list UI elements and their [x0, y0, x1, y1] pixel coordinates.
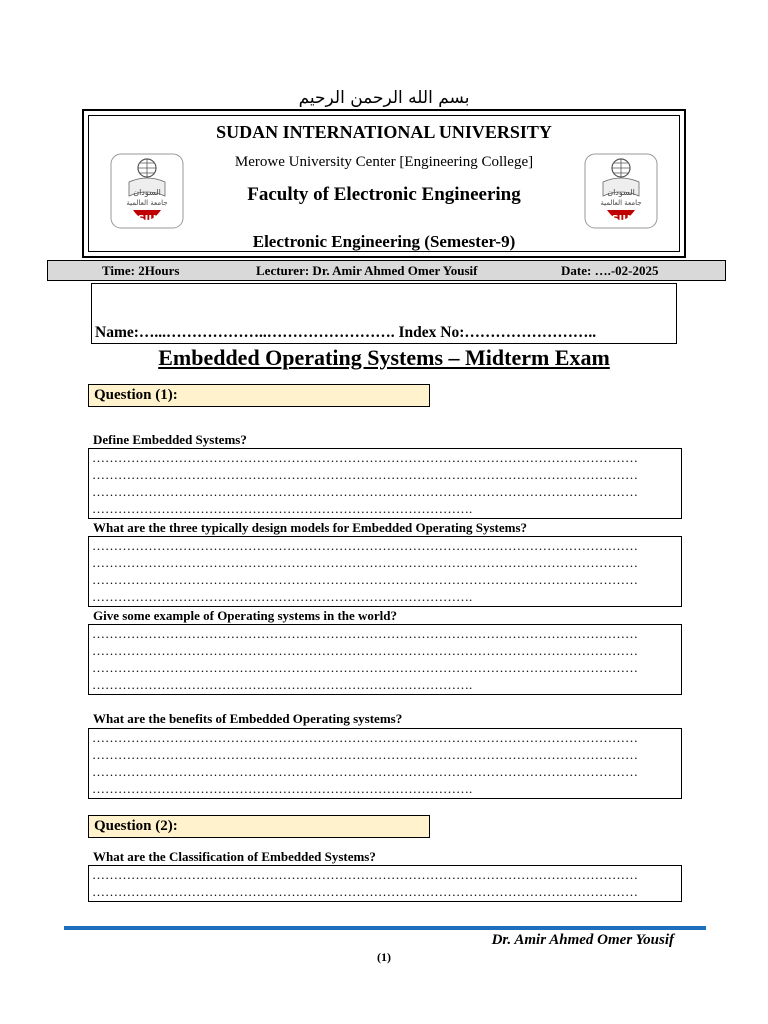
question-text: Give some example of Operating systems in the world?: [93, 608, 398, 623]
question-text: Define Embedded Systems?: [93, 432, 247, 447]
svg-text:جامعة العالمية: جامعة العالمية: [126, 199, 168, 207]
question-text: What are the benefits of Embedded Operating systems?: [93, 711, 403, 726]
university-name: SUDAN INTERNATIONAL UNIVERSITY: [216, 122, 552, 142]
svg-text:السودان: السودان: [133, 188, 161, 197]
university-center: Merowe University Center [Engineering College]: [234, 154, 534, 170]
basmala: بسم الله الرحمن الرحيم: [298, 88, 470, 108]
question-text: What are the three typically design models for Embedded Operating Systems?: [93, 520, 528, 535]
answer-box[interactable]: ……………………………………………………………………………………………………………… ……………………………………………………………………………………………………………… ……………………………………………………………………………………………………………… …………………………………………………………………………….: [88, 624, 682, 695]
exam-time: Time: 2Hours: [102, 263, 180, 278]
answer-box[interactable]: ……………………………………………………………………………………………………………… ……………………………………………………………………………………………………………… ……………………………………………………………………………………………………………… …………………………………………………………………………….: [88, 448, 682, 519]
university-logo-right: [583, 152, 659, 230]
question-2-header: Question (2):: [88, 815, 430, 838]
exam-lecturer: Lecturer: Dr. Amir Ahmed Omer Yousif: [256, 263, 478, 278]
header-box: [82, 109, 686, 258]
exam-title: Embedded Operating Systems – Midterm Exam: [158, 345, 610, 370]
name-index-line: Name:…...………………..……………………. Index No:……………………..: [95, 324, 597, 341]
answer-box[interactable]: ……………………………………………………………………………………………………………… ……………………………………………………………………………………………………………… ……………………………………………………………………………………………………………… …………………………………………………………………………….: [88, 536, 682, 607]
svg-text:السودان: السودان: [607, 188, 635, 197]
footer-divider: [64, 926, 706, 930]
footer-author: Dr. Amir Ahmed Omer Yousif: [491, 932, 674, 948]
faculty-name: Faculty of Electronic Engineering: [247, 184, 521, 205]
answer-box[interactable]: ……………………………………………………………………………………………………………… ………………………………………………………………………………………………………………: [88, 865, 682, 902]
svg-text:جامعة العالمية: جامعة العالمية: [600, 199, 642, 207]
svg-text:SIU: SIU: [611, 214, 631, 225]
svg-text:SIU: SIU: [137, 214, 157, 225]
question-1-header: Question (1):: [88, 384, 430, 407]
question-text: What are the Classification of Embedded Systems?: [93, 849, 376, 864]
answer-box[interactable]: ……………………………………………………………………………………………………………… ……………………………………………………………………………………………………………… ……………………………………………………………………………………………………………… …………………………………………………………………………….: [88, 728, 682, 799]
page-number: (1): [377, 950, 391, 964]
exam-info-bar: [47, 260, 726, 281]
exam-date: Date: ….-02-2025: [561, 263, 659, 278]
program-name: Electronic Engineering (Semester-9): [252, 232, 516, 251]
student-info-box[interactable]: [91, 283, 677, 344]
